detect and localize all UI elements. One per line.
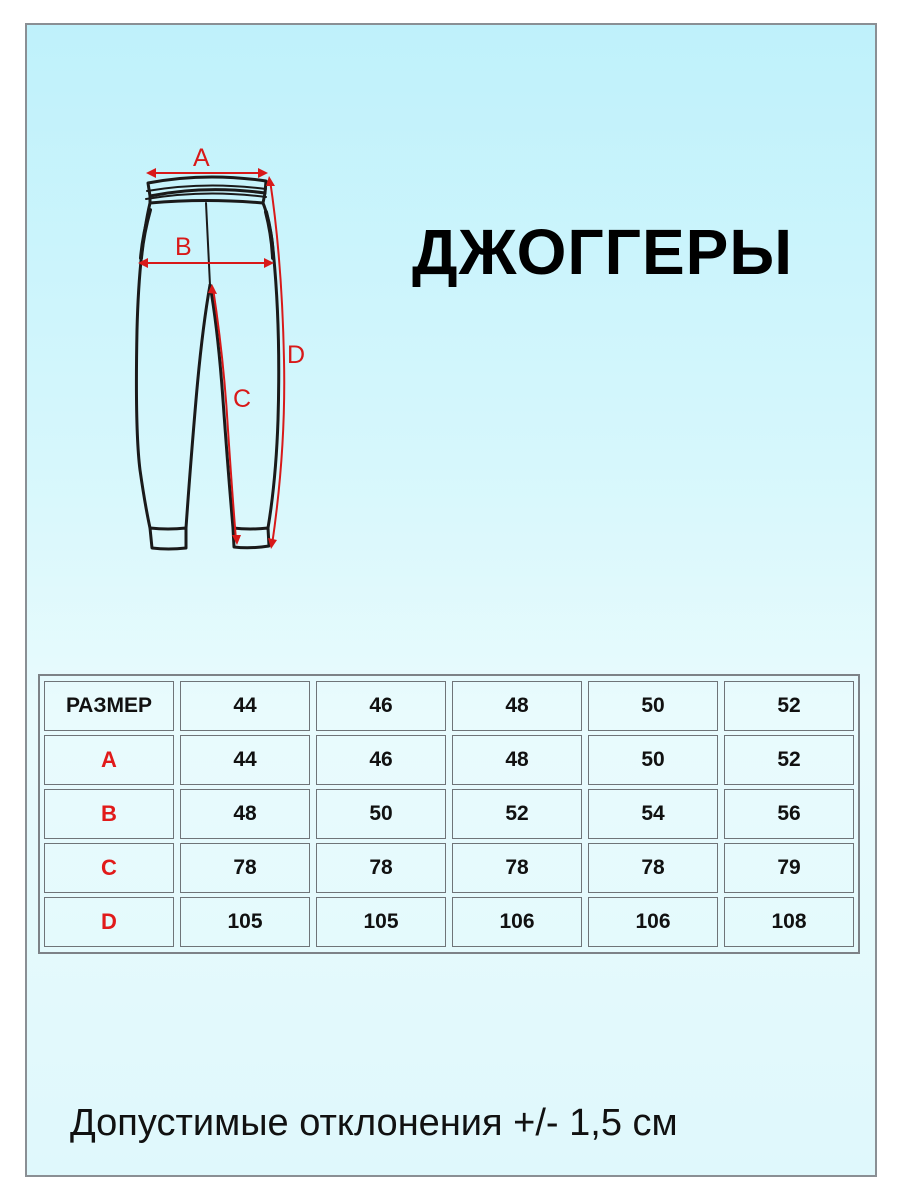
row-label-cell: B <box>44 789 174 839</box>
page-title: ДЖОГГЕРЫ <box>412 216 793 288</box>
row-label-cell: D <box>44 897 174 947</box>
table-cell: 79 <box>724 843 854 893</box>
table-cell: 54 <box>588 789 718 839</box>
table-cell: 50 <box>588 735 718 785</box>
table-cell: 44 <box>180 735 310 785</box>
table-cell: 56 <box>724 789 854 839</box>
table-cell: 78 <box>316 843 446 893</box>
table-cell: 50 <box>588 681 718 731</box>
table-cell: 106 <box>588 897 718 947</box>
table-cell: 50 <box>316 789 446 839</box>
table-cell: 48 <box>452 681 582 731</box>
dimension-c-label: C <box>233 385 252 413</box>
dimension-d-label: D <box>287 341 306 369</box>
row-label-cell: A <box>44 735 174 785</box>
table-row <box>44 843 854 893</box>
header-label-cell: РАЗМЕР <box>44 681 174 731</box>
table-cell: 108 <box>724 897 854 947</box>
pants-outline <box>136 177 278 549</box>
table-cell: 106 <box>452 897 582 947</box>
row-label-cell: C <box>44 843 174 893</box>
table-cell: 48 <box>180 789 310 839</box>
table-header-row <box>44 681 854 731</box>
table-cell: 52 <box>724 681 854 731</box>
table-cell: 44 <box>180 681 310 731</box>
table-cell: 48 <box>452 735 582 785</box>
dimension-a-label: A <box>193 144 210 172</box>
table-cell: 52 <box>452 789 582 839</box>
table-cell: 78 <box>452 843 582 893</box>
table-cell: 78 <box>180 843 310 893</box>
table-row <box>44 897 854 947</box>
table-cell: 78 <box>588 843 718 893</box>
dimension-b-label: B <box>175 233 192 261</box>
tolerance-note: Допустимые отклонения +/- 1,5 см <box>70 1102 678 1144</box>
table-cell: 105 <box>180 897 310 947</box>
table-row <box>44 735 854 785</box>
table-row <box>44 789 854 839</box>
table-cell: 105 <box>316 897 446 947</box>
dimension-b-arrow <box>138 258 274 268</box>
table-cell: 46 <box>316 681 446 731</box>
size-table <box>38 674 860 954</box>
table-cell: 46 <box>316 735 446 785</box>
table-cell: 52 <box>724 735 854 785</box>
